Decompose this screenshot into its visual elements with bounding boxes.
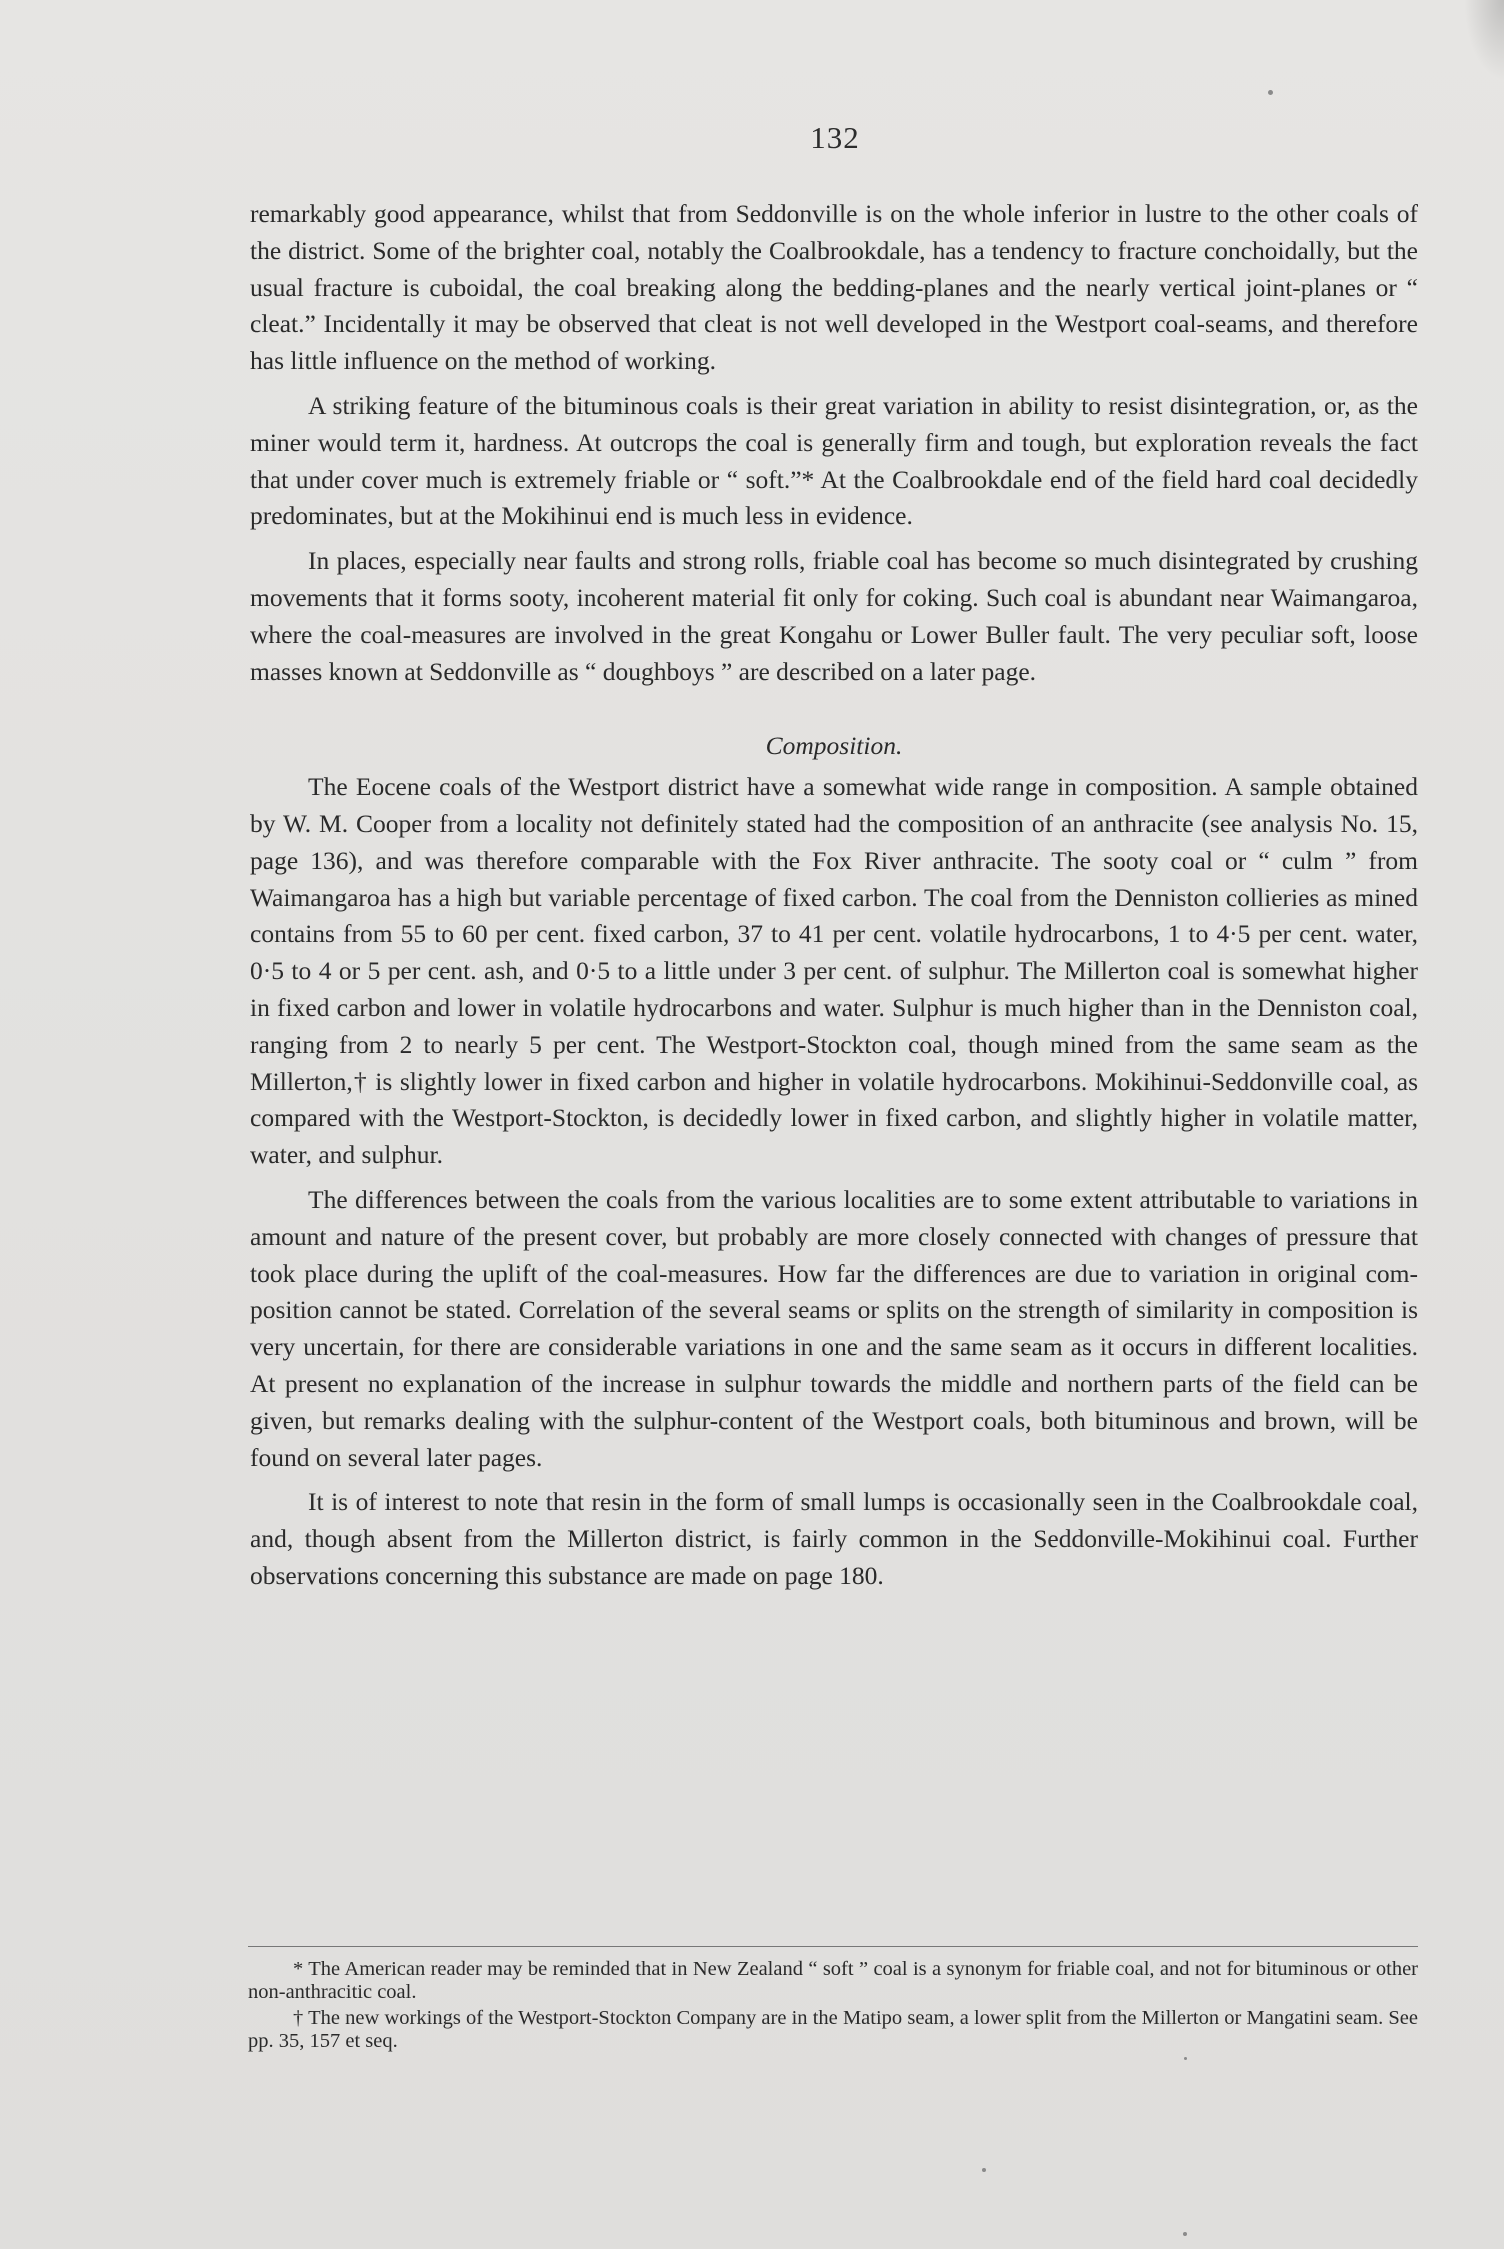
paragraph-friable-coal: In places, especially near faults and strong rolls, friable coal has become so much disintegrated by crushing movements that it forms sooty, incoherent material fit only for coking. Such coal is abundant near Waimangaroa, where the coal-measures are involved in the great Kongahu or Lower Buller fault. The very peculiar soft, loose masses known at Seddonville as “ doughboys ” are described on a later page. bbox=[250, 546, 1418, 686]
page-edge-shadow bbox=[1464, 0, 1504, 80]
section-heading-composition: Composition. bbox=[765, 731, 903, 761]
paper-speck bbox=[1184, 2057, 1187, 2060]
paragraph-hardness: A striking feature of the bituminous coals is their great variation in ability to resist disintegration, or, as the miner would term it, hardness. At outcrops the coal is generally firm and tough, but exploration reveals the fact that under cover much is extremely friable or “ soft.”* At the Coalbrookdale end of the field hard coal decidedly predominates, but at the Mokihinui end is much less in evidence. bbox=[250, 390, 1418, 531]
paper-speck bbox=[982, 2168, 986, 2172]
paper-speck bbox=[1268, 90, 1273, 95]
paragraph-continuation: remarkably good appearance, whilst that from Seddonville is on the whole inferior in lustre to the other coals of the district. Some of the brighter coal, notably the Coalbrookdale, has a tendency to fracture conchoidally, but the usual fracture is cuboidal, the coal breaking along the bedding-planes and the nearly vertical joint-planes or “ cleat.” Incidentally it may be observed that cleat is not well developed in the Westport coal-seams, and therefore has little influence on the method of working. bbox=[250, 199, 1418, 376]
page-number: 132 bbox=[810, 120, 860, 155]
paper-speck bbox=[1183, 2232, 1187, 2236]
footnotes bbox=[248, 1958, 1418, 2053]
footnote-soft-coal: * The American reader may be reminded that in New Zealand “ soft ” coal is a synonym for friable coal, and not for bituminous or other non-anthracitic coal. bbox=[248, 1958, 1418, 2003]
paragraph-differences: The differences between the coals from the various localities are to some extent attributable to variations in amount and nature of the present cover, but probably are more closely connected with changes of pressure that took place during the uplift of the coal-measures. How far the differences are due to variation in original composition cannot be stated. Correlation of the several seams or splits on the strength of similarity in composition is very uncertain, for there are considerable variations in one and the same seam as it occurs in different localities. At present no explanation of the increase in sulphur towards the middle and northern parts of the field can be given, but remarks dealing with the sulphur-content of the Westport coals, both bituminous and brown, will be found on several later pages. bbox=[250, 1184, 1418, 1472]
paragraph-composition-range: The Eocene coals of the Westport district have a somewhat wide range in composition. A sample obtained by W. M. Cooper from a locality not definitely stated had the composition of an anthracite (see analysis No. 15, page 136), and was therefore comparable with the Fox River anthracite. The sooty coal or “ culm ” from Waimangaroa has a high but variable percentage of fixed carbon. The coal from the Denniston collieries as mined contains from 55 to 60 per cent. fixed carbon, 37 to 41 per cent. volatile hydrocarbons, 1 to 4·5 per cent. water, 0·5 to 4 or 5 per cent. ash, and 0·5 to a little under 3 per cent. of sulphur. The Millerton coal is somewhat higher in fixed carbon and lower in volatile hydrocarbons and water. Sulphur is much higher than in the Denniston coal, ranging from 2 to nearly 5 per cent. The Westport-Stockton coal, though mined from the same seam as the Millerton,† is slightly lower in fixed carbon and higher in volatile hydrocarbons. Mokihinui-Seddonville coal, as compared with the Westport-Stockton, is decidedly lower in fixed carbon, and slightly higher in volatile matter, water, and sulphur. bbox=[250, 772, 1418, 1170]
footnote-matipo-seam: † The new workings of the Westport-Stockton Company are in the Matipo seam, a lower split from the Millerton or Mangatini seam. See pp. 35, 157 et seq. bbox=[248, 2007, 1418, 2052]
paragraph-resin: It is of interest to note that resin in the form of small lumps is occasionally seen in the Coalbrookdale coal, and, though absent from the Millerton district, is fairly common in the Seddonville-Mokihinui coal. Further observations concerning this substance are made on page 180. bbox=[250, 1487, 1418, 1590]
body-text bbox=[250, 196, 1418, 1603]
footnote-divider bbox=[248, 1946, 1418, 1947]
